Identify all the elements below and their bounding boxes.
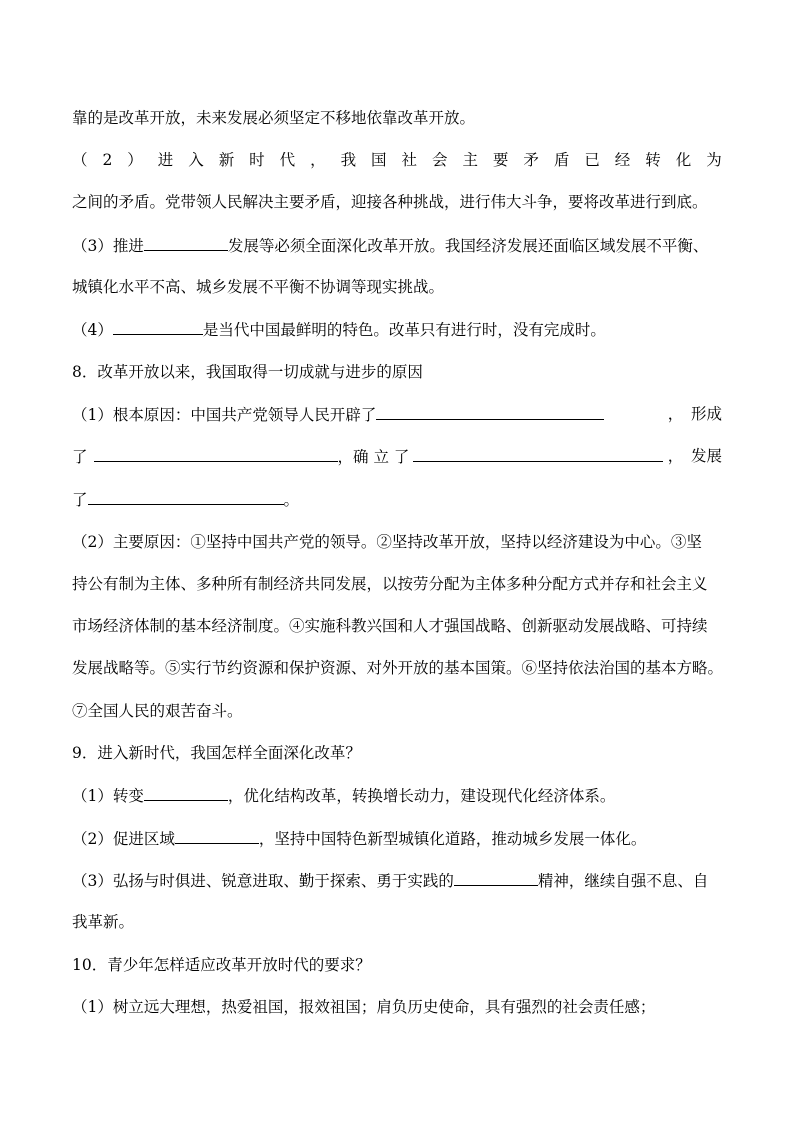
text-fragment: （1）转变 (72, 787, 144, 805)
text-fragment: ， 形成 (667, 405, 722, 423)
text-fragment: （2）促进区域 (72, 830, 175, 848)
char: ， (310, 151, 326, 169)
text-fragment: 发展等必须全面深化改革开放。我国经济发展还面临区域发展不平衡、 (227, 237, 709, 255)
char: 要 (492, 151, 509, 169)
char: 经 (614, 151, 631, 169)
text-line (72, 319, 722, 340)
char: 入 (188, 151, 204, 169)
text-fragment: ，坚持中国特色新型城镇化道路，推动城乡发展一体化。 (258, 830, 647, 848)
text-line: 持公有制为主体、多种所有制经济共同发展，以按劳分配为主体多种分配方式并存和社会主义 (72, 575, 708, 593)
text-line: 靠的是改革开放，未来发展必须坚定不移地依靠改革开放。 (72, 109, 476, 127)
fill-in-blank[interactable] (144, 785, 228, 801)
fill-in-blank[interactable] (113, 319, 203, 335)
text-line: ⑦全国人民的艰苦奋斗。 (72, 702, 243, 720)
char: 2 (102, 151, 113, 169)
text-fragment: （3）推进 (72, 237, 144, 255)
text-line (72, 235, 722, 256)
fill-in-blank[interactable] (376, 404, 604, 420)
text-fragment: 。 (283, 491, 300, 509)
char: 主 (462, 151, 478, 169)
text-fragment: 精神，继续自强不息、自 (537, 872, 709, 890)
char: 化 (675, 151, 692, 169)
text-line: （2）主要原因：①坚持中国共产党的领导。②坚持改革开放，坚持以经济建设为中心。③坚 (72, 533, 702, 551)
text-line: 我革新。 (72, 913, 135, 931)
char: 转 (645, 151, 661, 169)
char: 代 (279, 151, 296, 169)
text-fragment: 是当代中国最鲜明的特色。改革只有进行时，没有完成时。 (202, 321, 606, 339)
char: （ (72, 151, 88, 169)
text-line (72, 489, 722, 510)
fill-in-blank[interactable] (175, 828, 259, 844)
text-line: 发展战略等。⑤实行节约资源和保护资源、对外开放的基本国策。⑥坚持依法治国的基本方略。 (72, 659, 724, 677)
text-line: （1）树立远大理想，热爱祖国，报效祖国；肩负历史使命，具有强烈的社会责任感； (72, 998, 656, 1016)
char: ） (127, 151, 143, 169)
char: 社 (401, 151, 418, 169)
fill-in-blank[interactable] (94, 446, 338, 462)
char: 矛 (523, 151, 539, 169)
text-line (72, 446, 722, 467)
text-fragment: ，优化结构改革，转换增长动力，建设现代化经济体系。 (227, 787, 616, 805)
fill-in-blank[interactable] (88, 489, 284, 505)
section-heading: 8．改革开放以来，我国取得一切成就与进步的原因 (72, 363, 423, 381)
char: 时 (249, 151, 265, 169)
text-line (72, 404, 722, 425)
section-heading: 10．青少年怎样适应改革开放时代的要求？ (72, 956, 371, 974)
text-line (72, 828, 722, 849)
char: 为 (706, 151, 722, 169)
text-line: 市场经济体制的基本经济制度。④实施科教兴国和人才强国战略、创新驱动发展战略、可持续 (72, 617, 708, 635)
fill-in-blank[interactable] (144, 235, 228, 251)
text-fragment: ，确 立 了 (337, 448, 410, 466)
char: 盾 (553, 151, 570, 169)
text-fragment: （1）根本原因：中国共产党领导人民开辟了 (72, 406, 377, 424)
text-line: 之间的矛盾。党带领人民解决主要矛盾，迎接各种挑战，进行伟大斗争，要将改革进行到底。 (72, 193, 708, 211)
section-heading: 9．进入新时代，我国怎样全面深化改革？ (72, 744, 361, 762)
text-fragment (72, 446, 663, 467)
text-line (72, 870, 722, 891)
text-fragment: （3）弘扬与时俱进、锐意进取、勤于探索、勇于实践的 (72, 872, 454, 890)
text-fragment (72, 404, 604, 425)
text-line: 城镇化水平不高、城乡发展不平衡不协调等现实挑战。 (72, 278, 445, 296)
text-fragment: ， 发展 (667, 447, 722, 465)
text-line (72, 785, 722, 806)
char: 我 (340, 151, 357, 169)
char: 新 (218, 151, 235, 169)
char: 已 (584, 151, 600, 169)
text-fragment: 了 (72, 491, 88, 509)
char: 进 (157, 151, 174, 169)
text-fragment: 了 (72, 448, 88, 466)
fill-in-blank[interactable] (454, 870, 538, 886)
fill-in-blank[interactable] (413, 446, 663, 462)
char: 会 (431, 151, 448, 169)
text-fragment: （4） (72, 321, 113, 339)
char: 国 (371, 151, 387, 169)
justified-text-line (72, 150, 722, 170)
